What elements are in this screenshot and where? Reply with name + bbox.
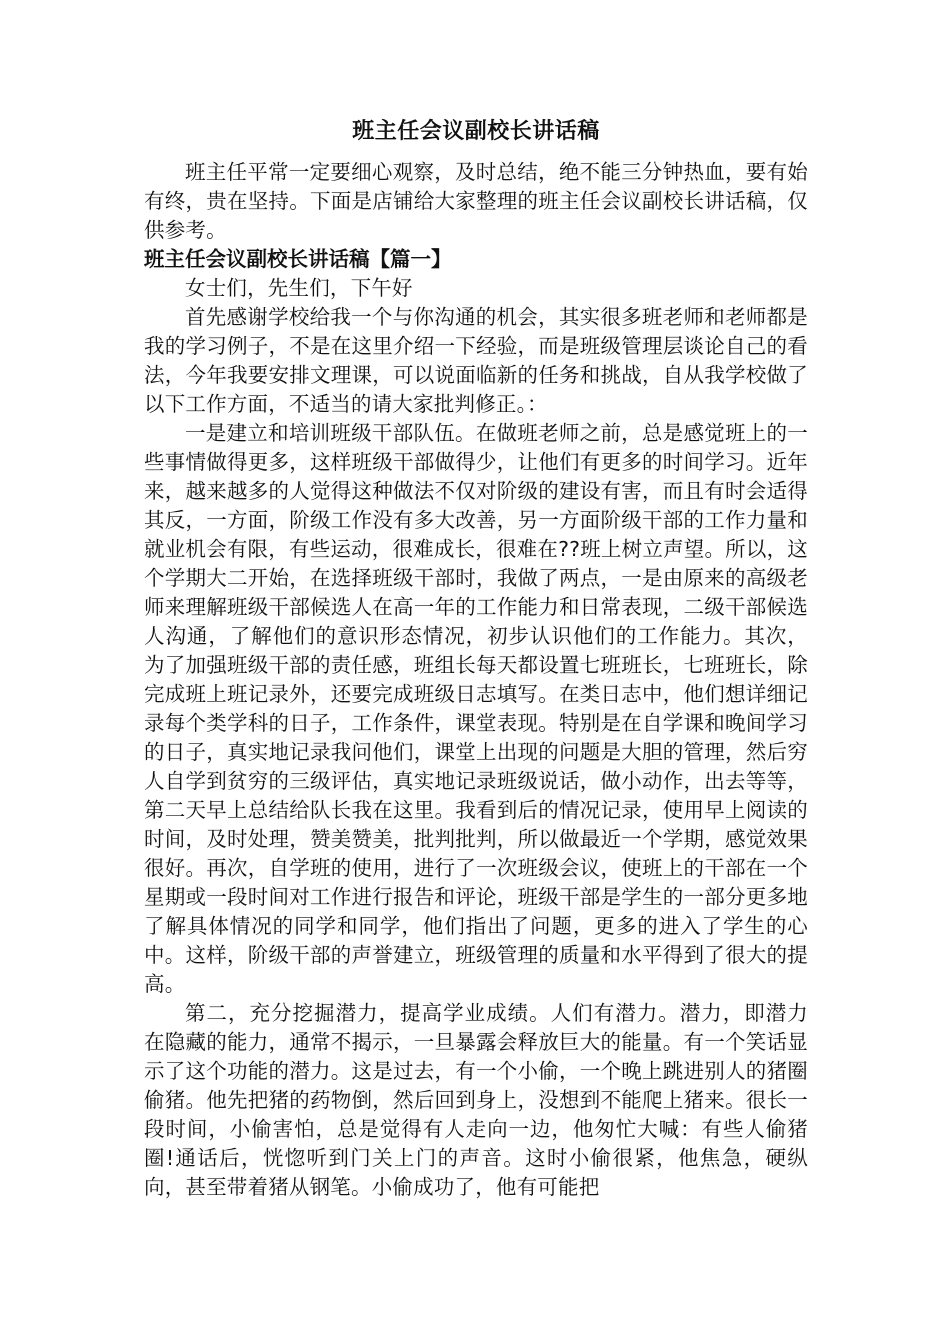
- body-paragraph: 第二，充分挖掘潜力，提高学业成绩。人们有潜力。潜力，即潜力 在隐藏的能力，通常不揭示，一旦暴露会释放巨大的能量。有一个笑话显示了这个功能的潜力。这是过去，有一个小偷，一个晚上跳进别人的猪圈偷猪。他先把猪的药物倒，然后回到身上，没想到不能爬上猪来。很长一段时间，小偷害怕，总是觉得有人走向一边，他匆忙大喊：有些人偷猪圈!通话后，恍惚听到门关上门的声音。这时小偷很紧，他焦急，硬纵向，甚至带着猪从钢笔。小偷成功了，他有可能把: [144, 1001, 808, 1199]
- body-paragraph: 首先感谢学校给我一个与你沟通的机会，其实很多班老师和老师都是我的学习例子，不是在这里介绍一下经验，而是班级管理层谈论自己的看法，今年我要安排文理课，可以说面临新的任务和挑战，自从我学校做了以下工作方面，不适当的请大家批判修正。：: [144, 305, 808, 416]
- document-title: 班主任会议副校长讲话稿: [352, 119, 600, 144]
- body-paragraph: 一是建立和培训班级干部队伍。在做班老师之前，总是感觉班上的一些事情做得更多，这样班级干部做得少，让他们有更多的时间学习。近年来，越来越多的人觉得这种做法不仅对阶级的建设有害，而且有时会适得其反，一方面，阶级工作没有多大改善，另一方面阶级干部的工作力量和就业机会有限，有些运动，很难成长，很难在??班上树立声望。所以，这个学期大二开始，在选择班级干部时，我做了两点，一是由原来的高级老师来理解班级干部候选人在高一年的工作能力和日常表现，二级干部候选人沟通，了解他们的意识形态情况，初步认识他们的工作能力。其次， 为了加强班级干部的责任感，班组长每天都设置七班班长，七班班长，除完成班上班记录外，还要完成班级日志填写。在类日志中，他们想详细记录每个类学科的日子，工作条件，课堂表现。特别是在自学课和晚间学习的日子，真实地记录我问他们，课堂上出现的问题是大胆的管理，然后穷人自学到贫穷的三级评估，真实地记录班级说话，做小动作，出去等等，第二天早上总结给队长我在这里。我看到后的情况记录，使用早上阅读的时间，及时处理，赞美赞美，批判批判，所以做最近一个学期，感觉效果很好。再次，自学班的使用，进行了一次班级会议，使班上的干部在一个星期或一段时间对工作进行报告和评论，班级干部是学生的一部分更多地了解具体情况的同学和同学，他们指出了问题，更多的进入了学生的心中。这样，阶级干部的声誉建立，班级管理的质量和水平得到了很大的提高。: [144, 421, 808, 996]
- section-heading: 班主任会议副校长讲话稿【篇一】: [144, 247, 452, 271]
- greeting-paragraph: 女士们，先生们，下午好: [185, 276, 413, 300]
- document-page: [144, 112, 808, 1202]
- intro-paragraph: 班主任平常一定要细心观察，及时总结，绝不能三分钟热血，要有始有终，贵在坚持。下面是店铺给大家整理的班主任会议副校长讲话稿，仅供参考。: [144, 160, 808, 242]
